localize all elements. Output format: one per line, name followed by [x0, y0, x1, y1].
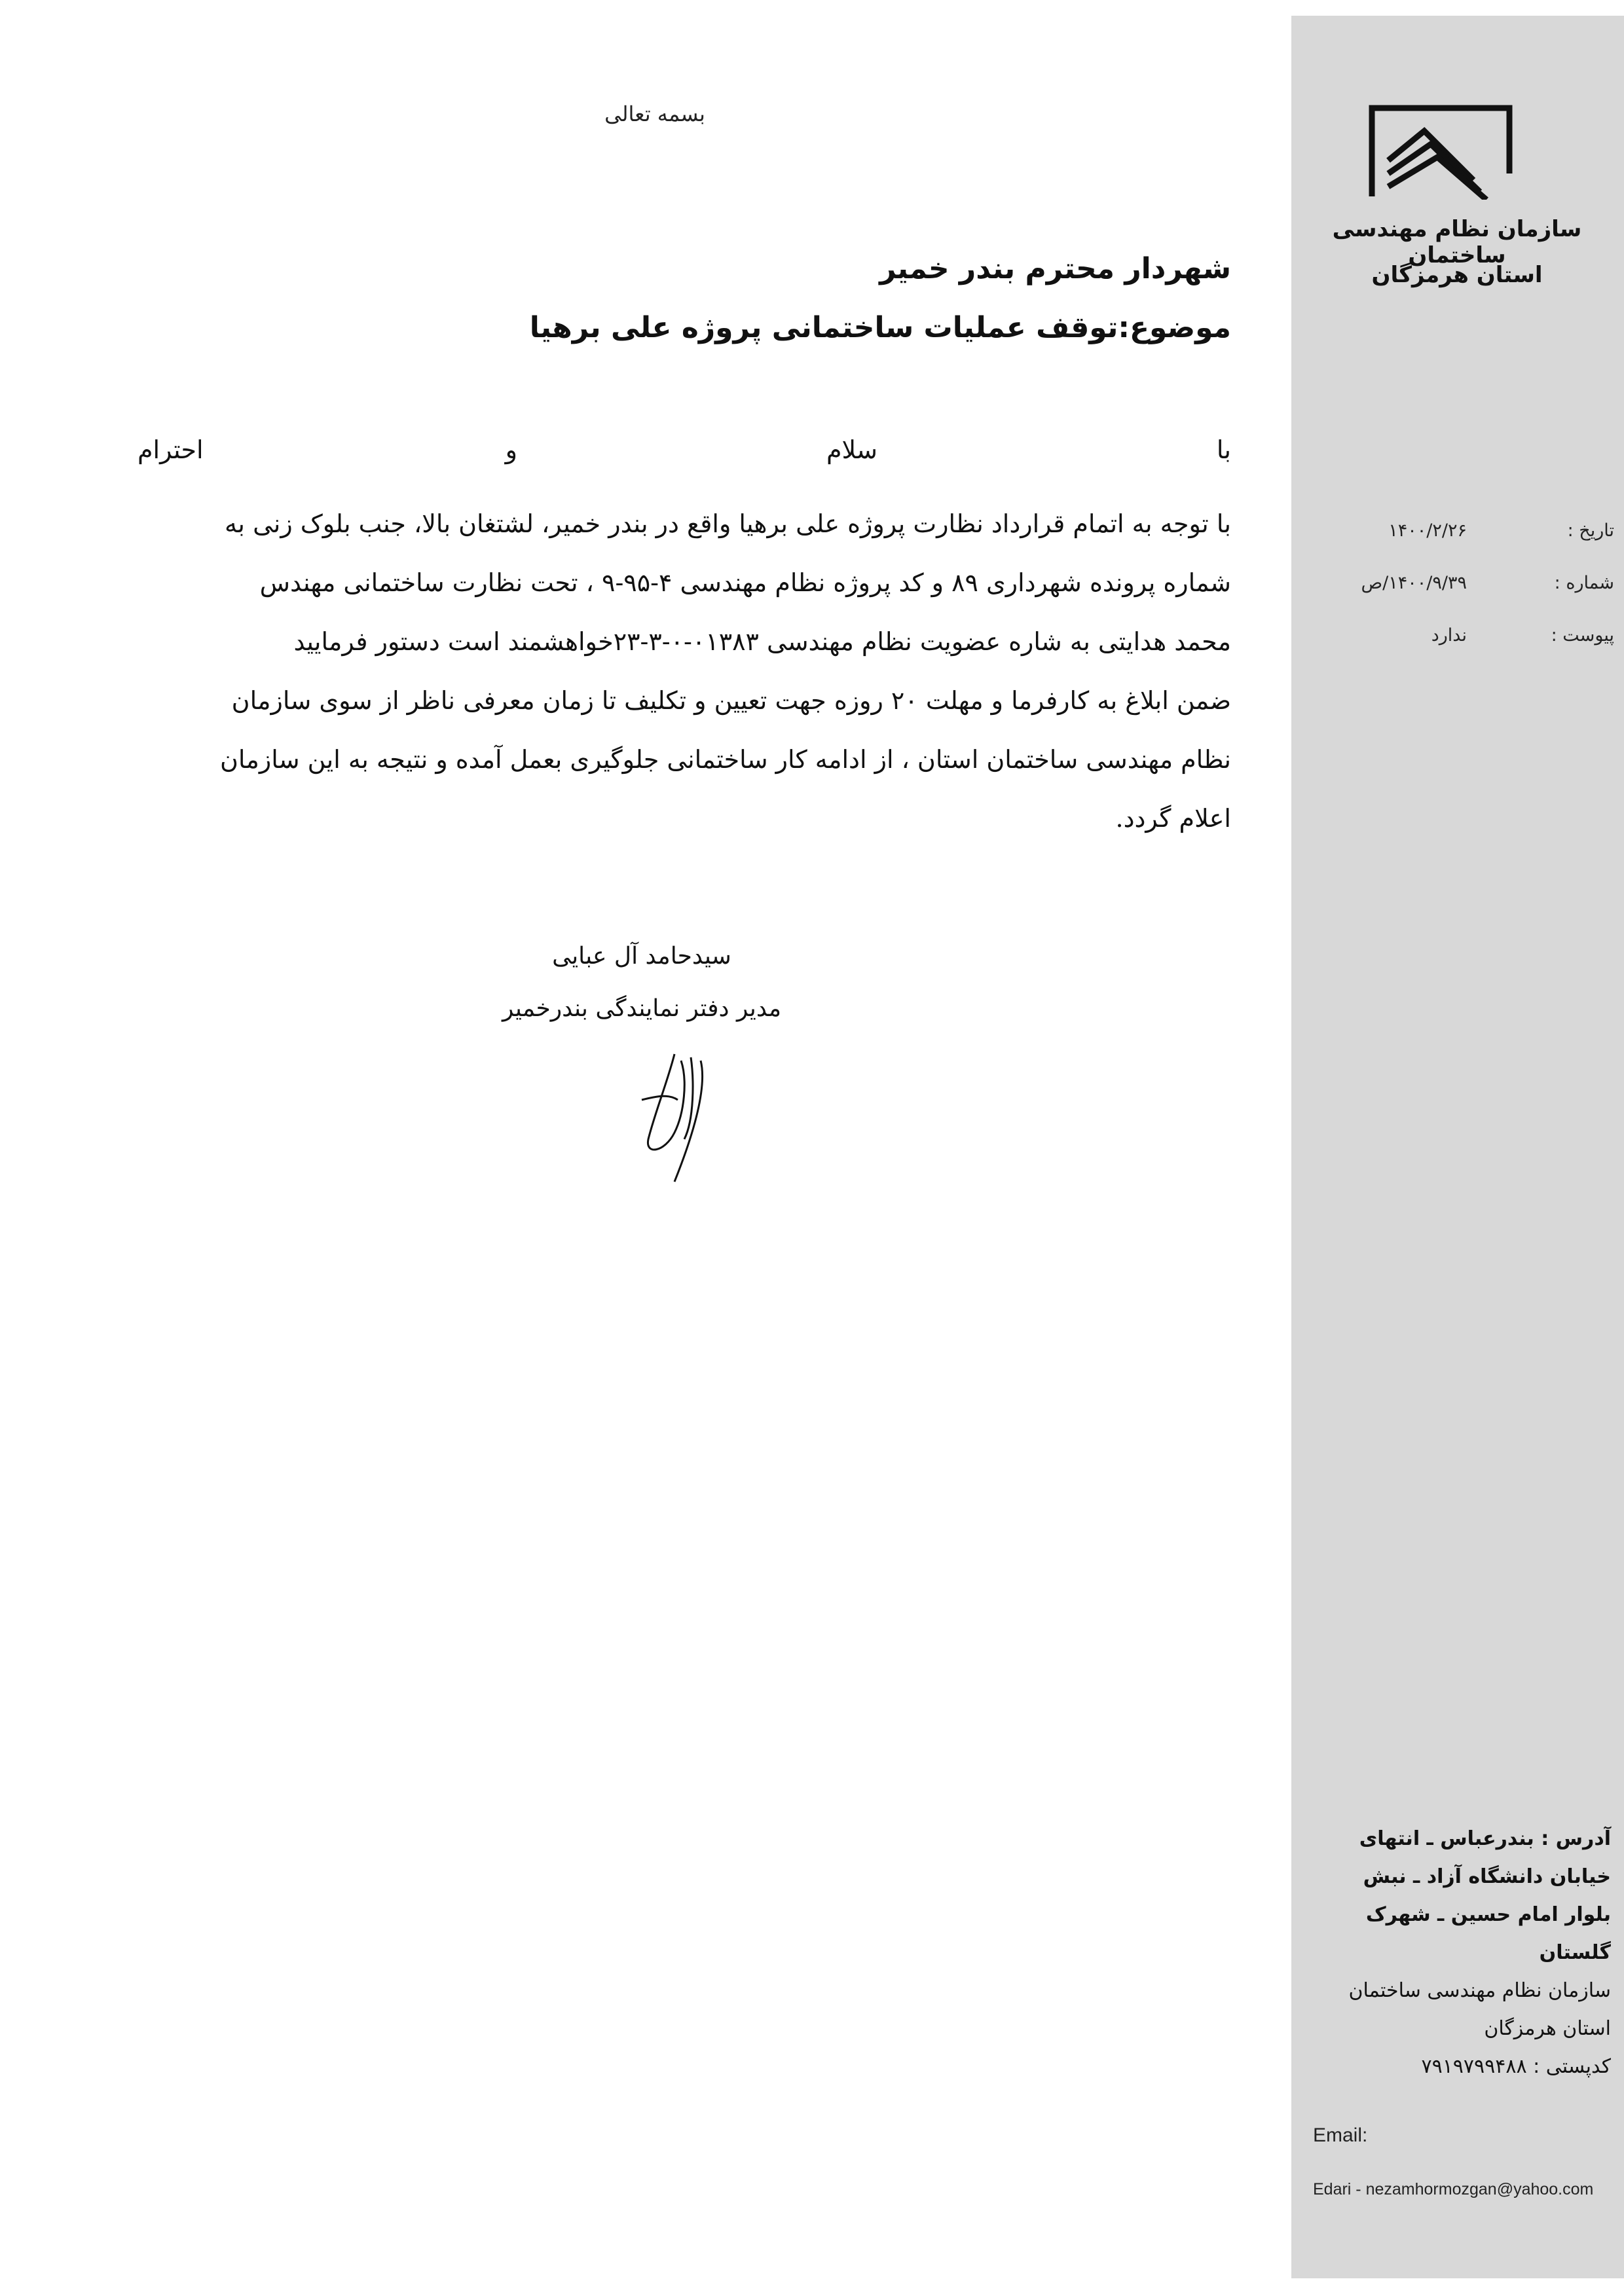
number-value: ۱۴۰۰/۹/۳۹/ص [1361, 573, 1467, 593]
addressee: شهردار محترم بندر خمیر [879, 252, 1231, 285]
postal-code: کدپستی : ۷۹۱۹۷۹۹۴۸۸ [1421, 2055, 1611, 2078]
date-value: ۱۴۰۰/۲/۲۶ [1388, 520, 1467, 541]
subject: موضوع:توقف عملیات ساختمانی پروژه علی برهیا [529, 311, 1231, 344]
attachment-label: پیوست : [1551, 625, 1614, 646]
address-line: آدرس : بندرعباس ـ انتهای [1359, 1827, 1611, 1850]
email-label: Email: [1313, 2124, 1368, 2146]
number-row [1303, 573, 1617, 606]
org-province: استان هرمزگان [1371, 262, 1543, 288]
body-line: محمد هدایتی به شاره عضویت نظام مهندسی ۰۱۳۸۳-۰-۳-۲۳خواهشمند است دستور فرمایید [293, 627, 1231, 656]
footer-org-province: استان هرمزگان [1484, 2017, 1611, 2040]
handwritten-signature [629, 1041, 727, 1185]
address-line: خیابان دانشگاه آزاد ـ نبش [1363, 1865, 1611, 1888]
body-line: نظام مهندسی ساختمان استان ، از ادامه کار ساختمانی جلوگیری بعمل آمده و نتیجه به این سازمان [220, 745, 1231, 774]
signer-title: مدیر دفتر نمایندگی بندرخمیر [502, 995, 782, 1022]
body-line: شماره پرونده شهرداری ۸۹ و کد پروژه نظام مهندسی ۴-۹۵-۹ ، تحت نظارت ساختمانی مهندس [259, 568, 1231, 597]
greeting-word-2: سلام [826, 435, 877, 464]
signer-name: سیدحامد آل عبایی [552, 943, 731, 970]
date-row [1303, 520, 1617, 553]
greeting-word-1: با [1216, 435, 1231, 464]
body-line: اعلام گردد. [1115, 804, 1231, 833]
address-line: بلوار امام حسین ـ شهرک [1365, 1903, 1611, 1926]
date-label: تاریخ : [1567, 520, 1614, 541]
body-line: با توجه به اتمام قرارداد نظارت پروژه علی برهیا واقع در بندر خمیر، لشتغان بالا، جنب بلوک زنی به [225, 509, 1231, 538]
greeting-word-4: احترام [138, 435, 204, 464]
email-address: Edari - nezamhormozgan@yahoo.com [1313, 2180, 1594, 2198]
body-line: ضمن ابلاغ به کارفرما و مهلت ۲۰ روزه جهت تعیین و تکلیف تا زمان معرفی ناظر از سوی سازمان [231, 686, 1231, 715]
address-block [1303, 1820, 1611, 2086]
roof-logo-icon [1369, 101, 1513, 200]
org-name: سازمان نظام مهندسی ساختمان [1332, 216, 1582, 268]
attachment-value: ندارد [1431, 625, 1467, 646]
address-line: گلستان [1539, 1941, 1611, 1964]
greeting-word-3: و [505, 435, 517, 464]
letter-body [138, 494, 1231, 848]
number-label: شماره : [1554, 573, 1614, 593]
greeting [138, 435, 1231, 475]
footer-org-name: سازمان نظام مهندسی ساختمان [1348, 1979, 1611, 2002]
attachment-row [1303, 625, 1617, 658]
basmala: بسمه تعالی [604, 101, 705, 126]
